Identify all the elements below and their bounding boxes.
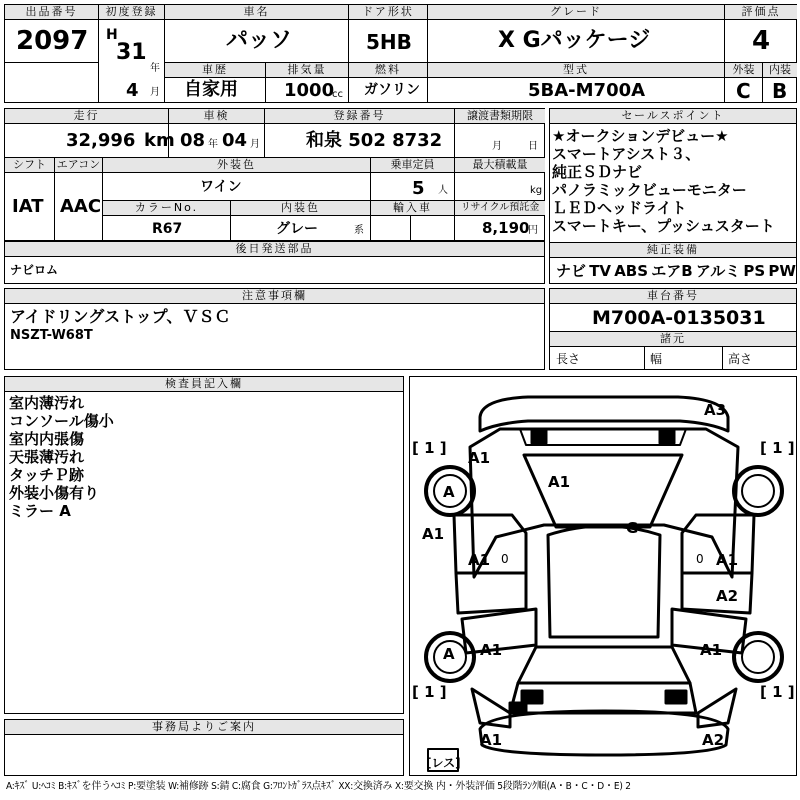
exterior-color: ワイン <box>200 179 242 195</box>
registration-year: 31 <box>116 40 147 65</box>
equipment-label: 純正装備 <box>550 243 796 257</box>
car-name: パッソ <box>226 28 293 53</box>
inspection-label: 車検 <box>169 109 264 123</box>
mark-left-rear-fender: A1 <box>422 525 445 543</box>
displacement-label: 排気量 <box>266 63 348 77</box>
post-delivery-value: ナビロム <box>10 263 59 277</box>
history-label: 車歴 <box>165 63 265 77</box>
mark-left-rear-side: A1 <box>468 449 491 467</box>
mileage: 32,996 <box>66 130 136 151</box>
notes-line: アイドリングストップ、ＶＳＣ <box>10 307 231 326</box>
mark-rear-glass: A1 <box>548 473 571 491</box>
mark-left-front-wheel: A <box>443 645 455 663</box>
grade: X Gパッケージ <box>498 28 651 53</box>
shift-label: シフト <box>5 158 54 172</box>
exterior-grade: C <box>736 79 751 103</box>
equipment-item: エアB <box>651 262 693 280</box>
mark-front-left: A1 <box>480 731 503 749</box>
lot-number: 2097 <box>16 26 89 56</box>
chassis-label: 車台番号 <box>550 289 796 303</box>
spec-width-label: 幅 <box>650 352 663 366</box>
transfer-deadline-label: 譲渡書類期限 <box>455 109 545 123</box>
first-registration-label: 初度登録 <box>99 5 164 19</box>
inspector-line: ミラー A <box>9 502 71 520</box>
interior-grade: B <box>772 79 788 103</box>
spec-length-label: 長さ <box>556 352 581 366</box>
max-load-unit: kg <box>530 185 543 196</box>
registration-number-label: 登録番号 <box>265 109 454 123</box>
vehicle-details-block <box>4 108 545 241</box>
grade-label: グレード <box>428 5 724 19</box>
tire-left-rear: [ 1 ] <box>412 439 447 457</box>
mark-left-rear-wheel: A <box>443 483 455 501</box>
spare-tire-label: [レス] <box>426 756 461 770</box>
interior-color-label: 内装色 <box>231 201 370 215</box>
color-no-label: カラーNo. <box>103 201 230 215</box>
spec-height-label: 高さ <box>728 352 753 366</box>
mileage-label: 走行 <box>5 109 168 123</box>
car-outline <box>410 377 796 775</box>
door-type-label: ドア形状 <box>349 5 427 19</box>
sales-point: 純正ＳＤナビ <box>552 163 643 181</box>
car-name-label: 車名 <box>165 5 348 19</box>
inspector-line: 外装小傷有り <box>9 484 100 502</box>
equipment-list <box>556 262 796 280</box>
legend: A:ｷｽﾞ U:ﾍｺﾐ B:ｷｽﾞを伴うﾍｺﾐ P:要塗装 W:補修跡 S:錆 C:腐食 G:ﾌﾛﾝﾄｶﾞﾗｽ点ｷｽﾞ XX:交換済み X:要交換 内・外装評価 5段階ﾗﾝｸ順(A・B・C・D・E) 2 <box>6 781 631 792</box>
recycle-fee-label: リサイクル預託金 <box>455 201 545 215</box>
model-code: 5BA-M700A <box>528 80 646 101</box>
post-delivery-label: 後日発送部品 <box>5 242 544 256</box>
capacity: 5 <box>412 178 425 199</box>
shift: IAT <box>12 196 44 217</box>
registration-number: 和泉 502 8732 <box>306 130 443 151</box>
mark-right-front-door: A2 <box>716 587 739 605</box>
exterior-color-label: 外装色 <box>103 158 370 172</box>
sales-point: スマートアシスト３、 <box>552 145 701 163</box>
transfer-month-unit: 月 <box>492 141 502 152</box>
damage-diagram <box>409 376 797 776</box>
inspection-year: 08 <box>180 130 206 151</box>
interior-color: グレー <box>276 221 318 237</box>
equipment-item: アルミ <box>695 262 741 280</box>
aircon: AAC <box>60 196 102 217</box>
equipment-item: TV <box>589 262 612 280</box>
sales-point: ＬＥＤヘッドライト <box>552 199 687 217</box>
mark-right-rear-door: A1 <box>716 551 739 569</box>
fuel: ガソリン <box>364 82 420 98</box>
year-unit: 年 <box>150 63 160 74</box>
equipment-item: PS <box>743 262 766 280</box>
tire-left-front: [ 1 ] <box>412 683 447 701</box>
color-no: R67 <box>152 221 183 237</box>
model-code-label: 型式 <box>428 63 724 77</box>
inspection-year-unit: 年 <box>208 139 218 150</box>
sales-point: ★オークションデビュー★ <box>552 127 729 145</box>
sales-points-list <box>552 127 796 235</box>
mark-right-front-fender: A1 <box>700 641 723 659</box>
capacity-unit: 人 <box>438 185 448 196</box>
marker-left: 0 <box>501 552 509 566</box>
registration-month: 4 <box>126 80 139 101</box>
mark-windshield: G <box>626 519 639 537</box>
exterior-label: 外装 <box>725 63 762 77</box>
office-label: 事務局よりご案内 <box>5 720 403 734</box>
chassis-number: M700A-0135031 <box>592 307 766 329</box>
inspector-line: 室内内張傷 <box>9 430 85 448</box>
mark-rear-bumper: A3 <box>704 401 727 419</box>
marker-right: 0 <box>696 552 704 566</box>
max-load-label: 最大積載量 <box>455 158 545 172</box>
sales-point: スマートキー、プッシュスタート <box>552 217 775 235</box>
interior-label: 内装 <box>763 63 797 77</box>
notes-line: NSZT-W68T <box>10 328 93 343</box>
inspector-label: 検査員記入欄 <box>5 377 403 391</box>
sales-point: パノラミックビューモニター <box>552 181 747 199</box>
displacement: 1000 <box>284 80 335 101</box>
recycle-fee: 8,190 <box>482 219 530 237</box>
equipment-item: ABS <box>614 262 649 280</box>
inspector-line: 室内薄汚れ <box>9 394 85 412</box>
notes-label: 注意事項欄 <box>5 289 544 303</box>
inspection-month-unit: 月 <box>250 139 260 150</box>
inspector-notes <box>9 394 114 520</box>
aircon-label: エアコン <box>56 158 101 171</box>
capacity-label: 乗車定員 <box>371 158 454 172</box>
equipment-item: PW <box>768 262 796 280</box>
door-type: 5HB <box>366 30 412 54</box>
transfer-day-unit: 日 <box>528 141 538 152</box>
mileage-unit: km <box>144 130 175 151</box>
tire-right-rear: [ 1 ] <box>760 439 795 457</box>
interior-color-suffix: 系 <box>354 225 364 236</box>
recycle-fee-unit: 円 <box>528 225 538 236</box>
score-label: 評価点 <box>725 5 797 19</box>
inspector-line: タッチＰ跡 <box>9 466 85 484</box>
equipment-item: ナビ <box>556 262 587 280</box>
sales-points-label: セールスポイント <box>550 109 796 123</box>
mark-left-rear-door: A1 <box>468 551 491 569</box>
tire-right-front: [ 1 ] <box>760 683 795 701</box>
inspector-line: 天張薄汚れ <box>9 448 85 466</box>
inspection-month: 04 <box>222 130 248 151</box>
mark-left-front-fender: A1 <box>480 641 503 659</box>
era: H <box>106 27 118 43</box>
lot-number-label: 出品番号 <box>5 5 98 19</box>
displacement-unit: cc <box>332 89 343 100</box>
import-label: 輸入車 <box>371 201 454 215</box>
mark-front-right: A2 <box>702 731 725 749</box>
month-unit: 月 <box>150 87 160 98</box>
score: 4 <box>752 26 771 56</box>
fuel-label: 燃料 <box>349 63 427 77</box>
specs-label: 諸元 <box>550 332 796 346</box>
inspector-line: コンソール傷小 <box>9 412 114 430</box>
history: 自家用 <box>184 79 238 100</box>
